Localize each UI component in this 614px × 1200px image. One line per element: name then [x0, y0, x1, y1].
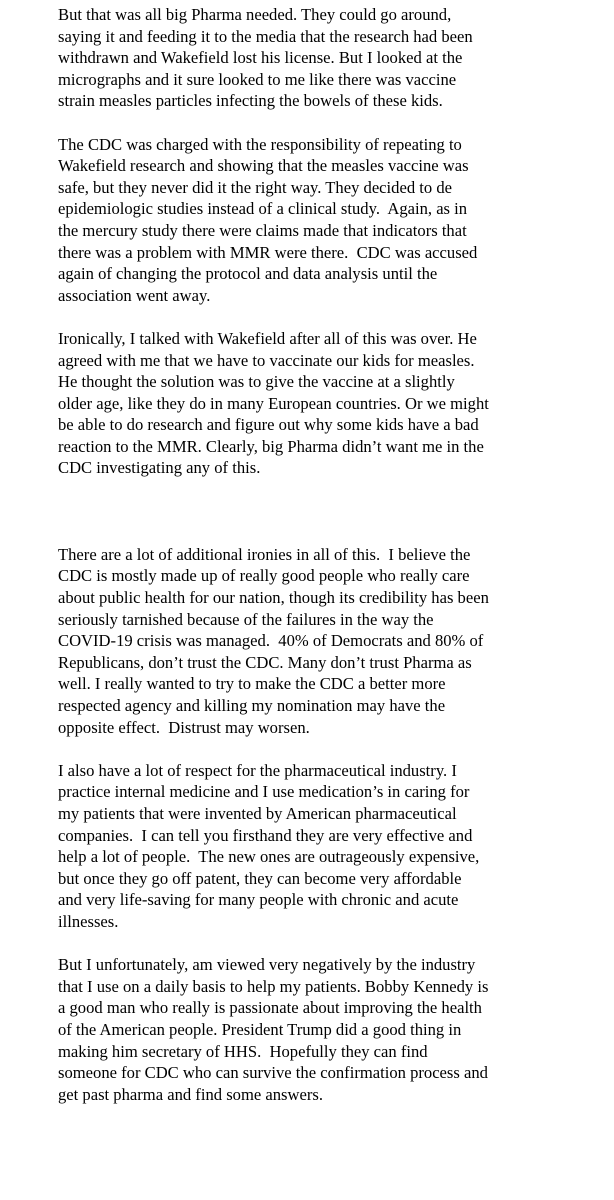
text-line: practice internal medicine and I use medication’s in caring for: [58, 782, 470, 802]
text-line: Ironically, I talked with Wakefield after all of this was over. He: [58, 328, 477, 348]
text-line: There are a lot of additional ironies in all of this. I believe the: [58, 544, 471, 564]
text-line: a good man who really is passionate about improving the health: [58, 998, 482, 1018]
paragraph-1: [58, 4, 600, 112]
paragraph-spacer: [58, 306, 600, 328]
text-line: withdrawn and Wakefield lost his license. But I looked at the: [58, 48, 463, 68]
text-line: Wakefield research and showing that the measles vaccine was: [58, 156, 469, 176]
text-line: I also have a lot of respect for the pharmaceutical industry. I: [58, 760, 457, 780]
paragraph-spacer: [58, 738, 600, 760]
text-line: there was a problem with MMR were there. CDC was accused: [58, 242, 478, 262]
text-line: CDC investigating any of this.: [58, 458, 261, 478]
text-line: the mercury study there were claims made that indicators that: [58, 220, 467, 240]
text-line: He thought the solution was to give the vaccine at a slightly: [58, 372, 455, 392]
paragraph-spacer: [58, 933, 600, 955]
text-line: illnesses.: [58, 911, 119, 931]
text-line: micrographs and it sure looked to me like there was vaccine: [58, 69, 457, 89]
paragraph-2: [58, 134, 600, 307]
paragraph-5: [58, 760, 600, 933]
text-line: Republicans, don’t trust the CDC. Many don’t trust Pharma as: [58, 652, 472, 672]
text-line: get past pharma and find some answers.: [58, 1084, 323, 1104]
text-line: safe, but they never did it the right way. They decided to de: [58, 177, 452, 197]
text-line: COVID-19 crisis was managed. 40% of Democrats and 80% of: [58, 631, 484, 651]
text-line: companies. I can tell you firsthand they are very effective and: [58, 825, 473, 845]
section-spacer: [58, 479, 600, 544]
paragraph-4: [58, 544, 600, 738]
text-line: reaction to the MMR. Clearly, big Pharma didn’t want me in the: [58, 436, 484, 456]
text-line: but once they go off patent, they can become very affordable: [58, 868, 462, 888]
text-line: someone for CDC who can survive the confirmation process and: [58, 1063, 488, 1083]
text-line: epidemiologic studies instead of a clinical study. Again, as in: [58, 199, 468, 219]
text-line: again of changing the protocol and data analysis until the: [58, 264, 438, 284]
paragraph-6: [58, 954, 600, 1105]
text-line: about public health for our nation, though its credibility has been: [58, 588, 489, 608]
text-line: opposite effect. Distrust may worsen.: [58, 717, 310, 737]
text-line: older age, like they do in many European countries. Or we might: [58, 393, 489, 413]
text-line: strain measles particles infecting the bowels of these kids.: [58, 91, 443, 111]
text-line: of the American people. President Trump did a good thing in: [58, 1019, 462, 1039]
text-line: and very life-saving for many people with chronic and acute: [58, 890, 459, 910]
text-line: be able to do research and figure out why some kids have a bad: [58, 415, 479, 435]
text-line: my patients that were invented by American pharmaceutical: [58, 803, 457, 823]
text-line: CDC is mostly made up of really good people who really care: [58, 566, 470, 586]
text-line: saying it and feeding it to the media that the research had been: [58, 26, 473, 46]
text-line: agreed with me that we have to vaccinate our kids for measles.: [58, 350, 475, 370]
text-line: But that was all big Pharma needed. They could go around,: [58, 5, 452, 24]
paragraph-3: [58, 328, 600, 479]
text-line: But I unfortunately, am viewed very negatively by the industry: [58, 955, 476, 975]
text-line: The CDC was charged with the responsibility of repeating to: [58, 134, 462, 154]
text-line: seriously tarnished because of the failures in the way the: [58, 609, 434, 629]
text-line: association went away.: [58, 285, 211, 305]
text-line: help a lot of people. The new ones are outrageously expensive,: [58, 847, 480, 867]
paragraph-spacer: [58, 112, 600, 134]
text-line: making him secretary of HHS. Hopefully they can find: [58, 1041, 428, 1061]
text-line: respected agency and killing my nomination may have the: [58, 696, 446, 716]
text-line: that I use on a daily basis to help my patients. Bobby Kennedy is: [58, 976, 489, 996]
text-line: well. I really wanted to try to make the CDC a better more: [58, 674, 446, 694]
